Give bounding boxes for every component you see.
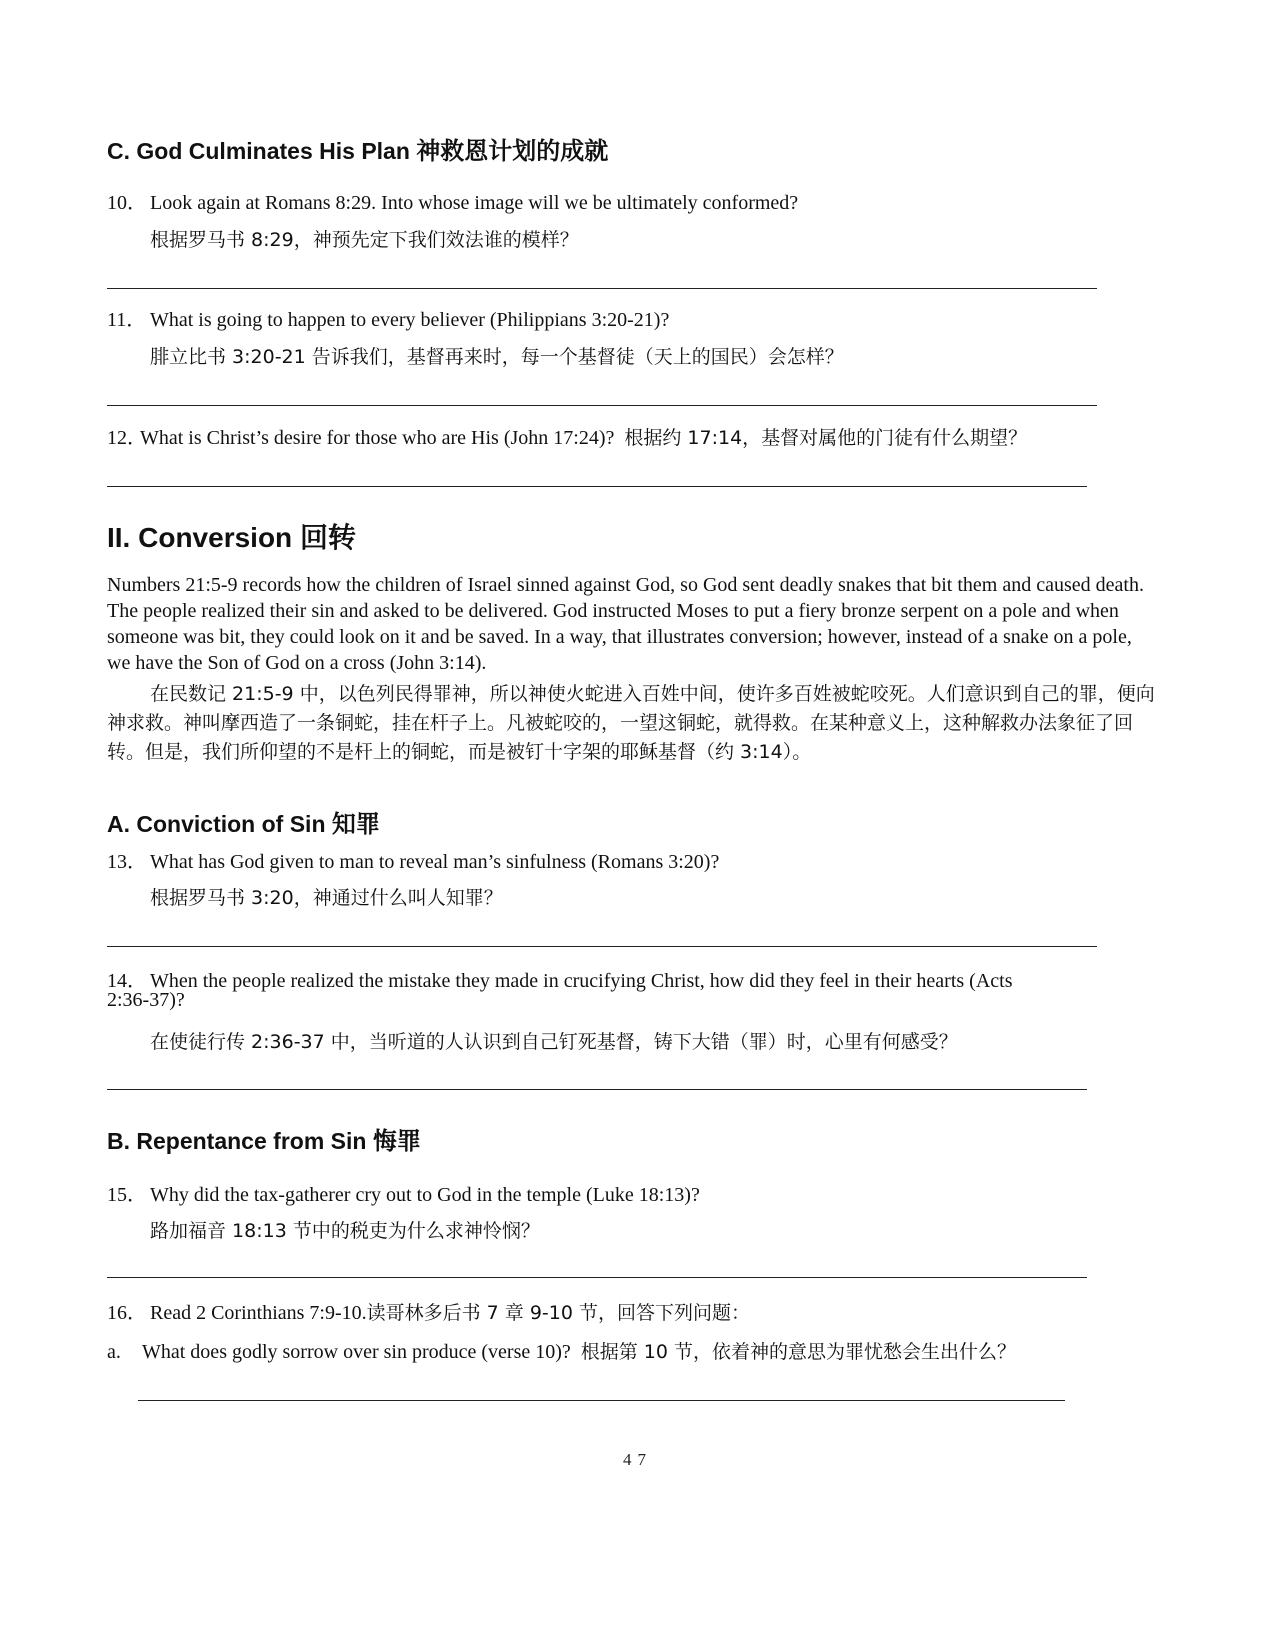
question-text-cn: 读哥林多后书 7 章 9-10 节，回答下列问题： — [366, 1302, 751, 1324]
question-14-continued: 2:36-37)? — [107, 989, 185, 1011]
answer-line-15[interactable] — [107, 1277, 1087, 1278]
question-number: 12． — [107, 427, 147, 449]
question-14-cn: 在使徒行传 2:36-37 中，当听道的人认识到自己钉死基督，铸下大错（罪）时，心里有何感受？ — [150, 1031, 958, 1053]
question-13 — [107, 845, 719, 874]
question-10 — [107, 186, 798, 215]
page-number: 47 — [623, 1450, 652, 1469]
section-ii-heading-cn: 回转 — [299, 521, 356, 554]
question-number: 13． — [107, 851, 147, 873]
question-number: a. — [107, 1341, 121, 1363]
section-b-heading-en: B. Repentance from Sin — [107, 1128, 373, 1154]
question-11-cn: 腓立比书 3:20-21 告诉我们，基督再来时，每一个基督徒（天上的国民）会怎样？ — [150, 346, 844, 368]
intro-paragraph-cn: 在民数记 21:5-9 中，以色列民得罪神，所以神使火蛇进入百姓中间，使许多百姓被蛇咬死。人们意识到自己的罪，便向神求救。神叫摩西造了一条铜蛇，挂在杆子上。凡被蛇咬的，一望这铜蛇，就得救。在某种意义上，这种解救办法象征了回转。但是，我们所仰望的不是杆上的铜蛇，而是被钉十字架的耶稣基督（约 3:14）。 — [107, 683, 1155, 763]
question-13-cn: 根据罗马书 3:20，神通过什么叫人知罪？ — [150, 887, 503, 909]
question-text-en: Read 2 Corinthians 7:9-10. — [150, 1302, 367, 1324]
question-number: 15． — [107, 1184, 147, 1206]
question-12 — [107, 421, 1027, 450]
section-a-heading-cn: 知罪 — [331, 809, 380, 838]
answer-line-12[interactable] — [107, 486, 1087, 487]
section-c-heading-cn: 神救恩计划的成就 — [416, 136, 609, 165]
answer-line-14[interactable] — [107, 1089, 1087, 1090]
question-text-en: What is going to happen to every believer (Philippians 3:20-21)? — [150, 309, 670, 331]
question-number: 11． — [107, 309, 147, 331]
intro-paragraph-en: Numbers 21:5-9 records how the children of Israel sinned against God, so God sent deadly snakes that bit them and caused death. The people realized their sin and asked to be delivered. God instructed Moses to put a fiery bronze serpent on a pole and when someone was bit, they could look on it and be saved. In a way, that illustrates conversion; however, instead of a snake on a pole, we have the Son of God on a cross (John 3:14). — [107, 574, 1144, 674]
question-text-en: Look again at Romans 8:29. Into whose image will we be ultimately conformed? — [150, 192, 799, 214]
question-text-en: What has God given to man to reveal man’s sinfulness (Romans 3:20)? — [150, 851, 720, 873]
question-15-cn: 路加福音 18:13 节中的税吏为什么求神怜悯？ — [150, 1220, 540, 1242]
section-c-heading-en: C. God Culminates His Plan — [107, 138, 417, 164]
question-16 — [107, 1296, 750, 1325]
question-15 — [107, 1178, 700, 1207]
question-number: 14． — [107, 970, 147, 992]
question-text-cn: 根据约 17:14，基督对属他的门徒有什么期望？ — [624, 427, 1028, 449]
question-14 — [107, 964, 1013, 993]
section-a-heading-en: A. Conviction of Sin — [107, 811, 332, 837]
answer-line-16a[interactable] — [138, 1400, 1065, 1401]
answer-line-13[interactable] — [107, 946, 1097, 947]
question-text-en: What does godly sorrow over sin produce (verse 10)? — [142, 1341, 571, 1363]
question-text-cn: 根据第 10 节，依着神的意思为罪忧愁会生出什么？ — [580, 1341, 1017, 1363]
question-number: 10． — [107, 192, 147, 214]
section-b-heading-cn: 悔罪 — [372, 1126, 421, 1155]
answer-line-10[interactable] — [107, 288, 1097, 289]
question-11 — [107, 303, 669, 332]
section-ii-heading — [107, 516, 356, 556]
section-b-heading — [107, 1121, 421, 1156]
section-a-heading — [107, 804, 380, 839]
question-text-en: When the people realized the mistake they made in crucifying Christ, how did they feel in their hearts (Acts — [150, 970, 1013, 992]
answer-line-11[interactable] — [107, 405, 1097, 406]
section-c-heading — [107, 131, 608, 166]
question-text-en: Why did the tax-gatherer cry out to God in the temple (Luke 18:13)? — [150, 1184, 700, 1206]
question-16a — [107, 1337, 1016, 1364]
section-ii-heading-en: II. Conversion — [107, 522, 300, 553]
question-text-en: What is Christ’s desire for those who are His (John 17:24)? — [140, 427, 615, 449]
question-number: 16． — [107, 1302, 147, 1324]
question-10-cn: 根据罗马书 8:29，神预先定下我们效法谁的模样？ — [150, 229, 579, 251]
